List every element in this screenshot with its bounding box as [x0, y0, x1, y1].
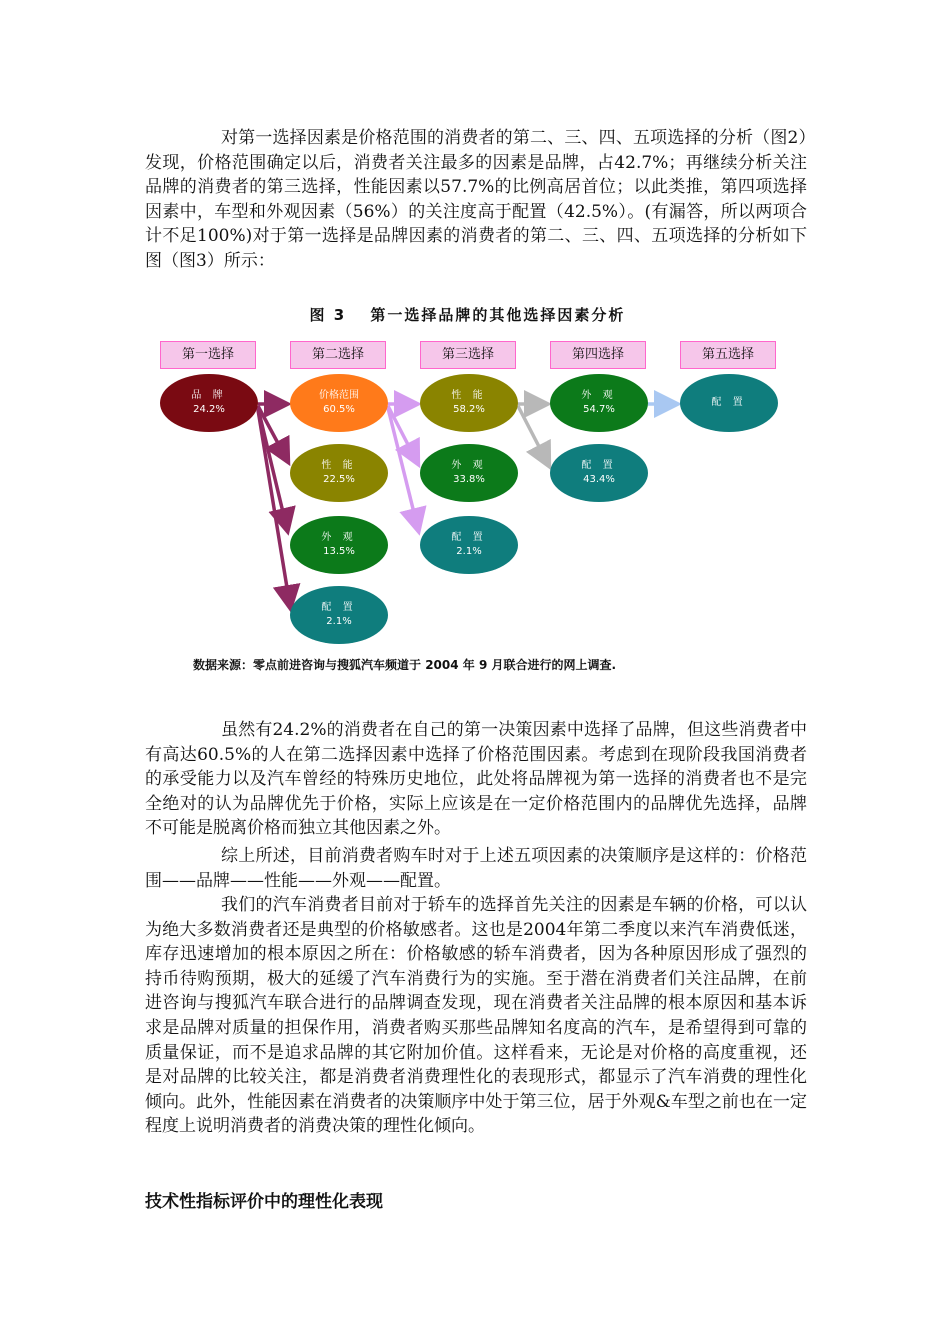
- node-appearance-4: [550, 374, 648, 432]
- node-performance-2: [290, 444, 388, 502]
- arrow-price-look: [388, 406, 417, 462]
- node-value: 22.5%: [323, 474, 355, 485]
- node-value: 54.7%: [583, 404, 615, 415]
- node-appearance-2: [290, 516, 388, 574]
- column-header-fifth: 第五选择: [680, 341, 776, 369]
- node-brand: [160, 374, 258, 432]
- node-value: 33.8%: [453, 474, 485, 485]
- node-price-range: [290, 374, 388, 432]
- node-label: 外 观: [581, 390, 617, 401]
- figure-source: [193, 656, 616, 673]
- node-value: 24.2%: [193, 404, 225, 415]
- node-value: 13.5%: [323, 546, 355, 557]
- node-label: 性 能: [321, 460, 357, 471]
- node-appearance-3: [420, 444, 518, 502]
- node-config-3: [420, 516, 518, 574]
- paragraph-summary: 综上所述，目前消费者购车时对于上述五项因素的决策顺序是这样的：价格范围——品牌——性能——外观——配置。: [145, 846, 807, 891]
- node-label: 配 置: [321, 602, 357, 613]
- node-label: 性 能: [451, 390, 487, 401]
- node-config-4: [550, 444, 648, 502]
- node-label: 配 置: [581, 460, 617, 471]
- node-value: 43.4%: [583, 474, 615, 485]
- figure-title: 图 3 第一选择品牌的其他选择因素分析: [309, 306, 626, 324]
- column-header-second: 第二选择: [290, 341, 386, 369]
- source-text: 零点前进咨询与搜狐汽车频道于 2004 年 9 月联合进行的网上调查.: [253, 658, 617, 672]
- node-label: 外 观: [321, 532, 357, 543]
- node-value: 2.1%: [456, 546, 482, 557]
- node-label: 配 置: [711, 397, 747, 408]
- paragraph-intro: 对第一选择因素是价格范围的消费者的第二、三、四、五项选择的分析（图2）发现，价格范围确定以后，消费者关注最多的因素是品牌，占42.7%；再继续分析关注品牌的消费者的第三选择，性能因素以57.7%的比例高居首位；以此类推，第四项选择因素中，车型和外观因素（56%）的关注度高于配置（42.5%）。(有漏答，所以两项合计不足100%)对于第一选择是品牌因素的消费者的第二、三、四、五项选择的分析如下图（图3）所示：: [145, 128, 807, 271]
- column-header-third: 第三选择: [420, 341, 516, 369]
- node-config-5: [680, 374, 778, 432]
- node-config-2: [290, 586, 388, 644]
- node-label: 价格范围: [319, 390, 359, 401]
- node-value: 2.1%: [326, 616, 352, 627]
- paragraph-brand-analysis: 虽然有24.2%的消费者在自己的第一决策因素中选择了品牌，但这些消费者中有高达60.5%的人在第二选择因素中选择了价格范围因素。考虑到在现阶段我国消费者的承受能力以及汽车曾经的特殊历史地位，此处将品牌视为第一选择的消费者也不是完全绝对的认为品牌优先于价格，实际上应该是在一定价格范围内的品牌优先选择，品牌不可能是脱离价格而独立其他因素之外。: [145, 720, 807, 839]
- source-label: 数据来源：: [193, 658, 254, 672]
- paragraph-conclusion: 我们的汽车消费者目前对于轿车的选择首先关注的因素是车辆的价格，可以认为绝大多数消费者还是典型的价格敏感者。这也是2004年第二季度以来汽车消费低迷，库存迅速增加的根本原因之所在：价格敏感的轿车消费者，因为各种原因形成了强烈的持币待购预期，极大的延缓了汽车消费行为的实施。至于潜在消费者们关注品牌，在前进咨询与搜狐汽车联合进行的品牌调查发现，现在消费者关注品牌的根本原因和基本诉求是品牌对质量的担保作用，消费者购买那些品牌知名度高的汽车，是希望得到可靠的质量保证，而不是追求品牌的其它附加价值。这样看来，无论是对价格的高度重视，还是对品牌的比较关注，都是消费者消费理性化的表现形式，都显示了汽车消费的理性化倾向。此外，性能因素在消费者的决策顺序中处于第三位，居于外观&车型之前也在一定程度上说明消费者的消费决策的理性化倾向。: [145, 895, 807, 1137]
- column-header-first: 第一选择: [160, 341, 256, 369]
- column-header-fourth: 第四选择: [550, 341, 646, 369]
- node-label: 外 观: [451, 460, 487, 471]
- node-value: 58.2%: [453, 404, 485, 415]
- node-performance-3: [420, 374, 518, 432]
- node-label: 品 牌: [191, 390, 227, 401]
- section-heading: 技术性指标评价中的理性化表现: [145, 1192, 383, 1212]
- figure-3-diagram: [145, 294, 790, 687]
- node-label: 配 置: [451, 532, 487, 543]
- arrow-perf-cfg: [518, 406, 548, 464]
- node-value: 60.5%: [323, 404, 355, 415]
- arrow-price-cfg: [388, 408, 418, 529]
